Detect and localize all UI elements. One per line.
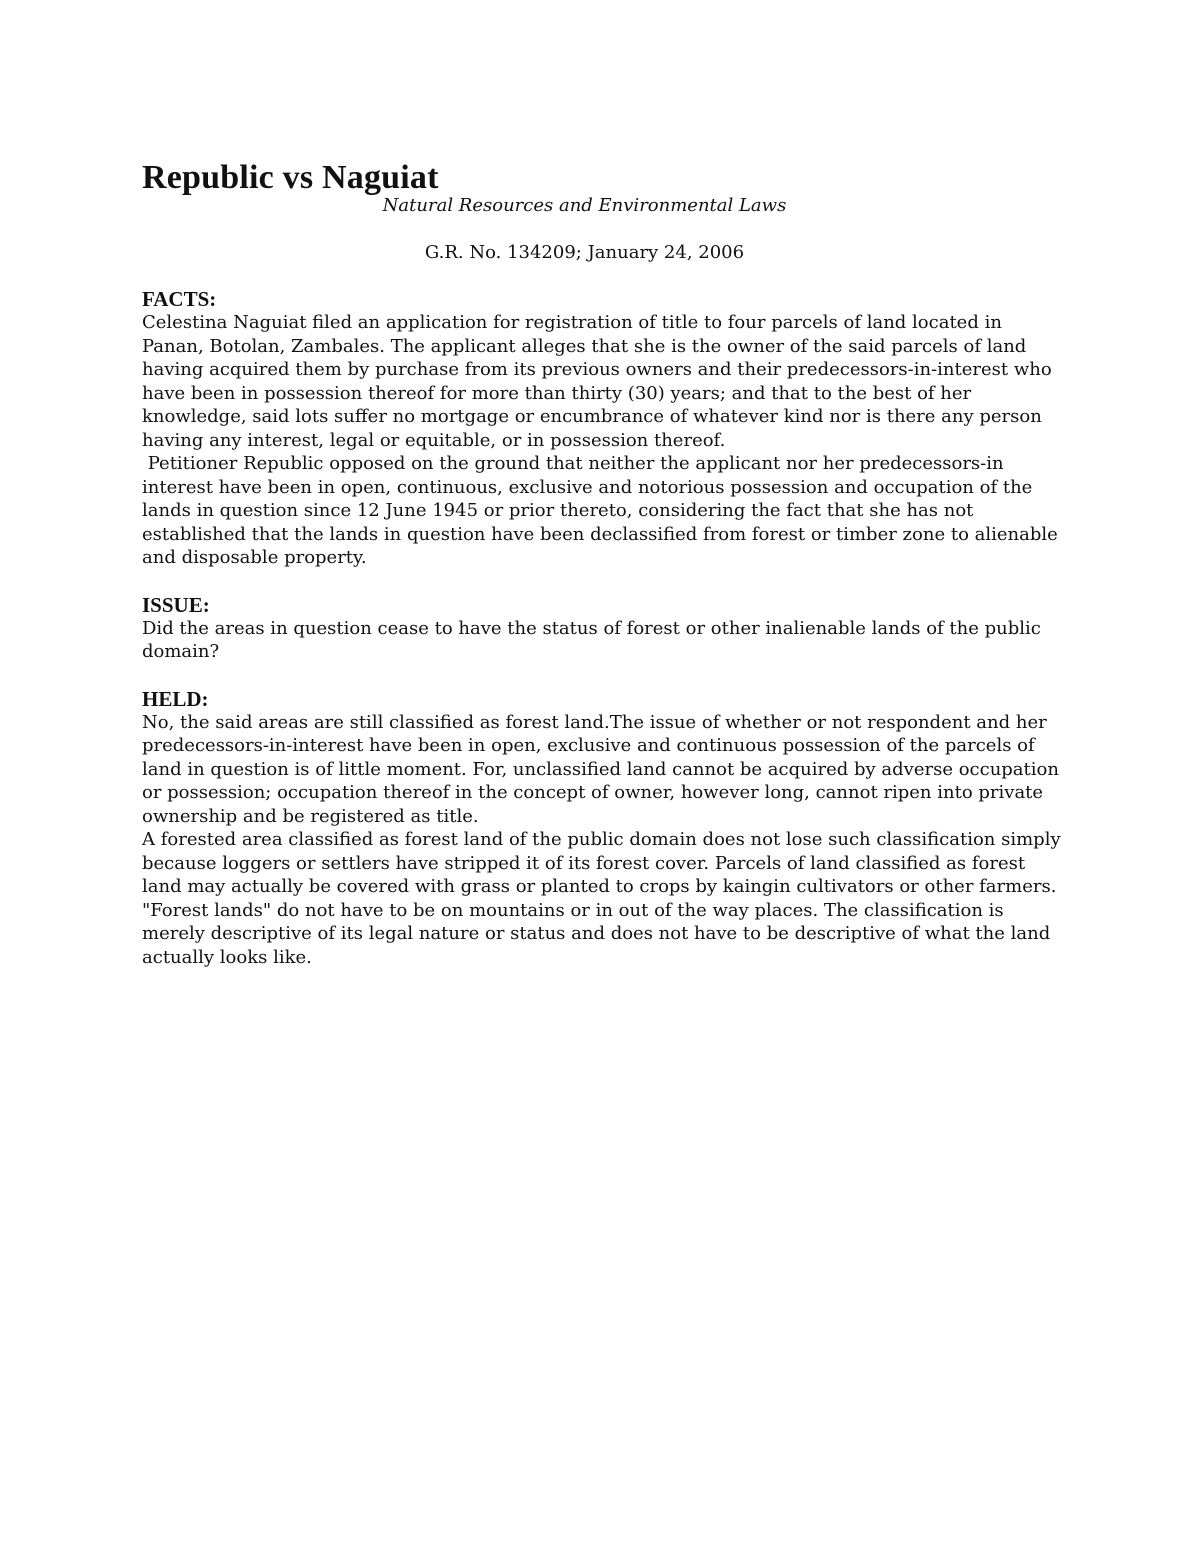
facts-paragraph-2: Petitioner Republic opposed on the ground that neither the applicant nor her predecessors-in interest have been in open, continuous, exclusive and notorious possession and occupation of the lands in question since 12 June 1945 or prior thereto, considering the fact that she has not established that the lands in question have been declassified from forest or timber zone to alienable and disposable property. bbox=[142, 453, 1064, 568]
document-title: Republic vs Naguiat bbox=[142, 159, 439, 196]
held-section bbox=[142, 687, 1067, 970]
case-number: G.R. No. 134209; January 24, 2006 bbox=[424, 241, 745, 263]
facts-heading: FACTS: bbox=[142, 287, 217, 311]
issue-paragraph-1: Did the areas in question cease to have the status of forest or other inalienable lands of the public domain? bbox=[142, 617, 1041, 662]
facts-section bbox=[142, 287, 1067, 570]
facts-paragraph-1: Celestina Naguiat filed an application for registration of title to four parcels of land located in Panan, Botolan, Zambales. The applicant alleges that she is the owner of the said parcels of land having acquired them by purchase from its previous owners and their predecessors-in-interest who have been in possession thereof for more than thirty (30) years; and that to the best of her knowledge, said lots suffer no mortgage or encumbrance of whatever kind nor is there any person having any interest, legal or equitable, or in possession thereof. bbox=[142, 312, 1052, 451]
issue-section bbox=[142, 593, 1067, 664]
held-paragraph-1: No, the said areas are still classified as forest land.The issue of whether or not respondent and her predecessors-in-interest have been in open, exclusive and continuous possession of the parcels of land in question is of little moment. For, unclassified land cannot be acquired by adverse occupation or possession; occupation thereof in the concept of owner, however long, cannot ripen into private ownership and be registered as title. bbox=[142, 711, 1059, 827]
document-subtitle: Natural Resources and Environmental Laws bbox=[382, 195, 787, 216]
held-heading: HELD: bbox=[142, 686, 209, 711]
held-paragraph-2: A forested area classified as forest land of the public domain does not lose such classification simply because loggers or settlers have stripped it of its forest cover. Parcels of land classified as forest land may actually be covered with grass or planted to crops by kaingin cultivators or other farmers. "Forest lands" do not have to be on mountains or in out of the way places. The classification is merely descriptive of its legal nature or status and does not have to be descriptive of what the land actually looks like. bbox=[142, 829, 1061, 968]
issue-heading: ISSUE: bbox=[142, 592, 210, 617]
document-page bbox=[142, 150, 1067, 969]
